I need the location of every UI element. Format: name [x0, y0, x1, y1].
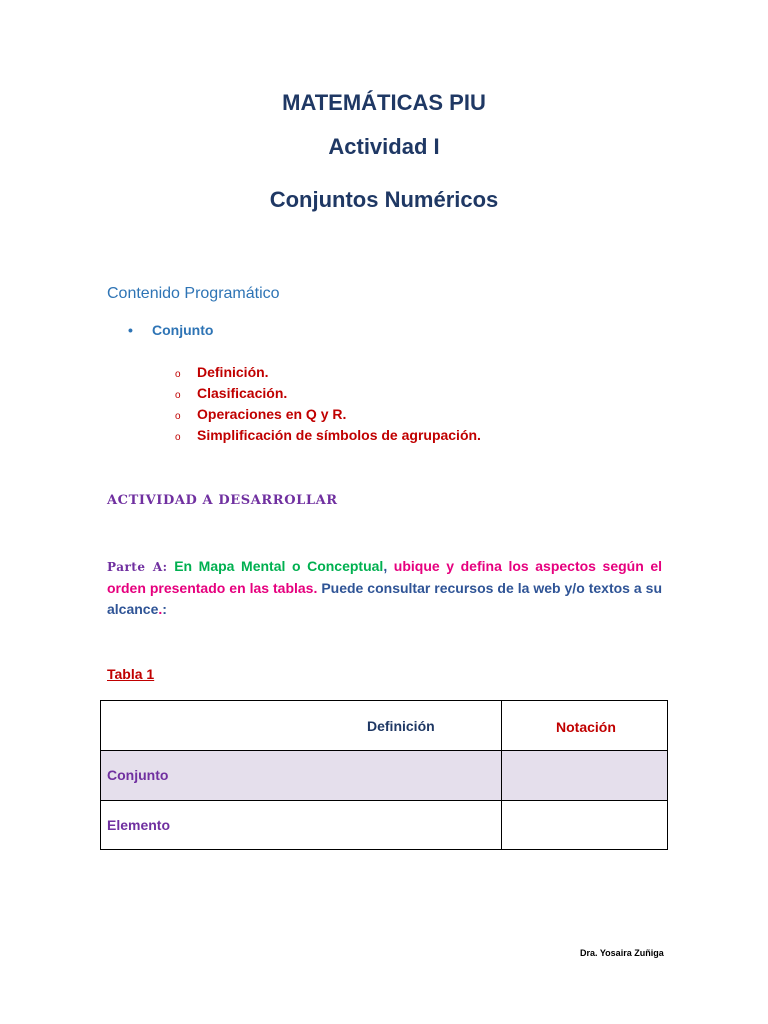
table-row [101, 801, 667, 849]
table-column-divider [501, 701, 502, 849]
parte-a-paragraph [107, 556, 662, 620]
bullet-label: Conjunto [152, 322, 214, 338]
sub-topic-label: Clasificación. [197, 385, 288, 401]
parte-a-green-text: En Mapa Mental o Conceptual [174, 558, 384, 574]
document-title: MATEMÁTICAS PIU [282, 90, 486, 115]
table-cell-elemento: Elemento [107, 817, 171, 833]
table-header-notacion: Notación [556, 719, 616, 735]
parte-a-pink-text: ubique y defina los aspectos según el orden presentado en las tablas. [107, 558, 663, 596]
document-subtitle: Conjuntos Numéricos [269, 187, 499, 212]
table-caption: Tabla 1 [107, 666, 155, 682]
table-divider [101, 800, 667, 801]
sub-topic-label: Definición. [197, 364, 269, 380]
bullet-dot-icon: • [128, 322, 133, 338]
table-1 [100, 700, 668, 850]
circle-bullet-icon: o [175, 432, 181, 443]
table-cell-conjunto: Conjunto [107, 767, 169, 783]
circle-bullet-icon: o [175, 369, 181, 380]
sub-topic-label: Simplificación de símbolos de agrupación. [197, 427, 481, 443]
table-row [101, 751, 667, 801]
table-divider [101, 750, 667, 751]
parte-a-label: Parte A: [107, 560, 168, 574]
parte-a-blue-text: Puede consultar recursos de la web y/o textos a su alcance [107, 580, 662, 617]
footer-author: Dra. Yosaira Zuñiga [580, 948, 664, 958]
actividad-heading: ACTIVIDAD A DESARROLLAR [107, 493, 338, 508]
sub-topic-label: Operaciones en Q y R. [197, 406, 347, 422]
contenido-heading: Contenido Programático [107, 285, 280, 302]
table-header-definicion: Definición [367, 718, 435, 734]
circle-bullet-icon: o [175, 390, 181, 401]
parte-a-tail-colon: : [162, 601, 167, 617]
parte-a-comma: , [383, 558, 388, 574]
table-header-row [101, 701, 667, 751]
circle-bullet-icon: o [175, 411, 181, 422]
parte-a-tail-dot: . [158, 601, 163, 617]
activity-title: Actividad I [328, 134, 440, 159]
